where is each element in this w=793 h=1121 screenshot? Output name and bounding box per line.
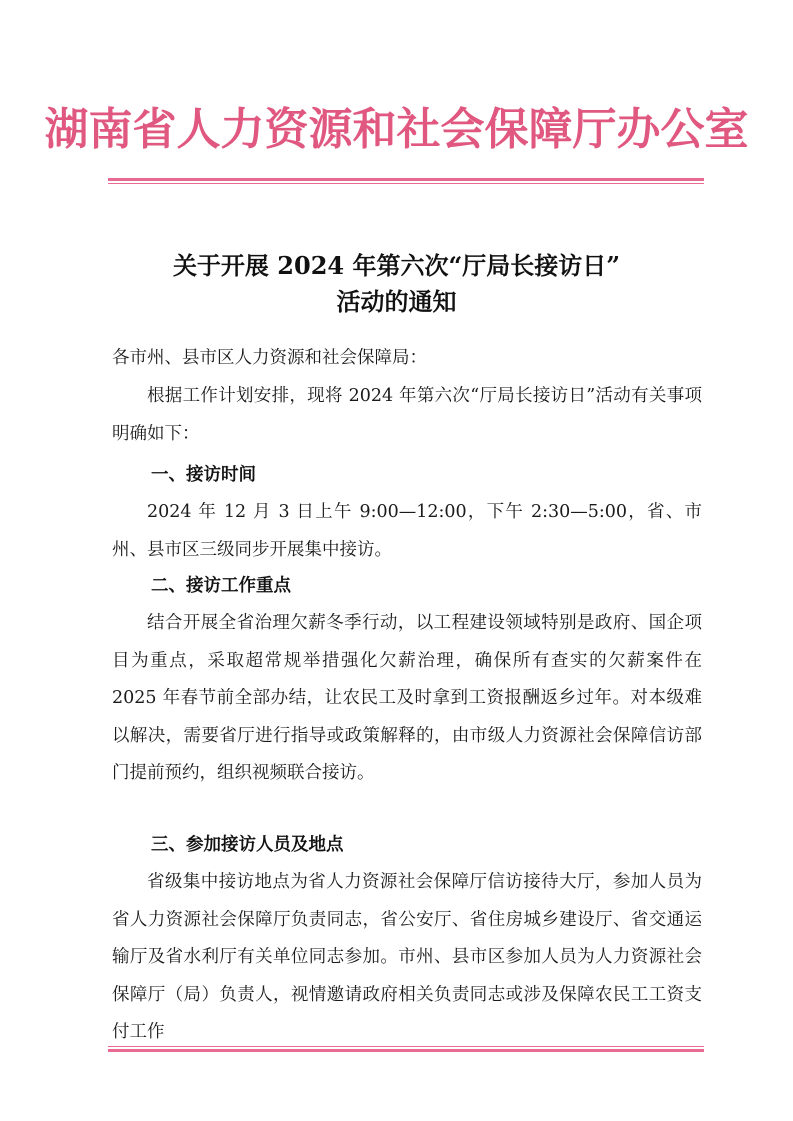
document-title-line-2: 活动的通知 <box>336 287 457 316</box>
footer-red-rule <box>108 1046 704 1052</box>
masthead-red-rule <box>108 178 704 184</box>
section-2-heading: 二、接访工作重点 <box>151 576 291 596</box>
document-title-line-1: 关于开展 2024 年第六次“厅局长接访日” <box>172 251 621 280</box>
section-1-body: 2024 年 12 月 3 日上午 9:00—12:00，下午 2:30—5:00，省、市州、县市区三级同步开展集中接访。 <box>112 502 702 560</box>
section-3-heading: 三、参加接访人员及地点 <box>151 835 344 855</box>
salutation: 各市州、县市区人力资源和社会保障局： <box>112 348 427 368</box>
section-3-body: 省级集中接访地点为省人力资源社会保障厅信访接待大厅，参加人员为省人力资源社会保障厅负责同志，省公安厅、省住房城乡建设厅、省交通运输厅及省水利厅有关单位同志参加。市州、县市区参加人员为人力资源社会保障厅（局）负责人，视情邀请政府相关负责同志或涉及保障农民工工资支付工作 <box>112 872 702 1042</box>
section-1-heading: 一、接访时间 <box>151 465 256 485</box>
intro-paragraph: 根据工作计划安排，现将 2024 年第六次“厅局长接访日”活动有关事项明确如下： <box>112 386 702 444</box>
masthead-title: 湖南省人力资源和社会保障厅办公室 <box>44 104 749 155</box>
section-2-body: 结合开展全省治理欠薪冬季行动，以工程建设领域特别是政府、国企项目为重点，采取超常规举措强化欠薪治理，确保所有查实的欠薪案件在 2025 年春节前全部办结，让农民工及时拿到工资报酬返乡过年。对本级难以解决，需要省厅进行指导或政策解释的，由市级人力资源社会保障信访部门提前预约，组织视频联合接访。 <box>112 613 702 783</box>
